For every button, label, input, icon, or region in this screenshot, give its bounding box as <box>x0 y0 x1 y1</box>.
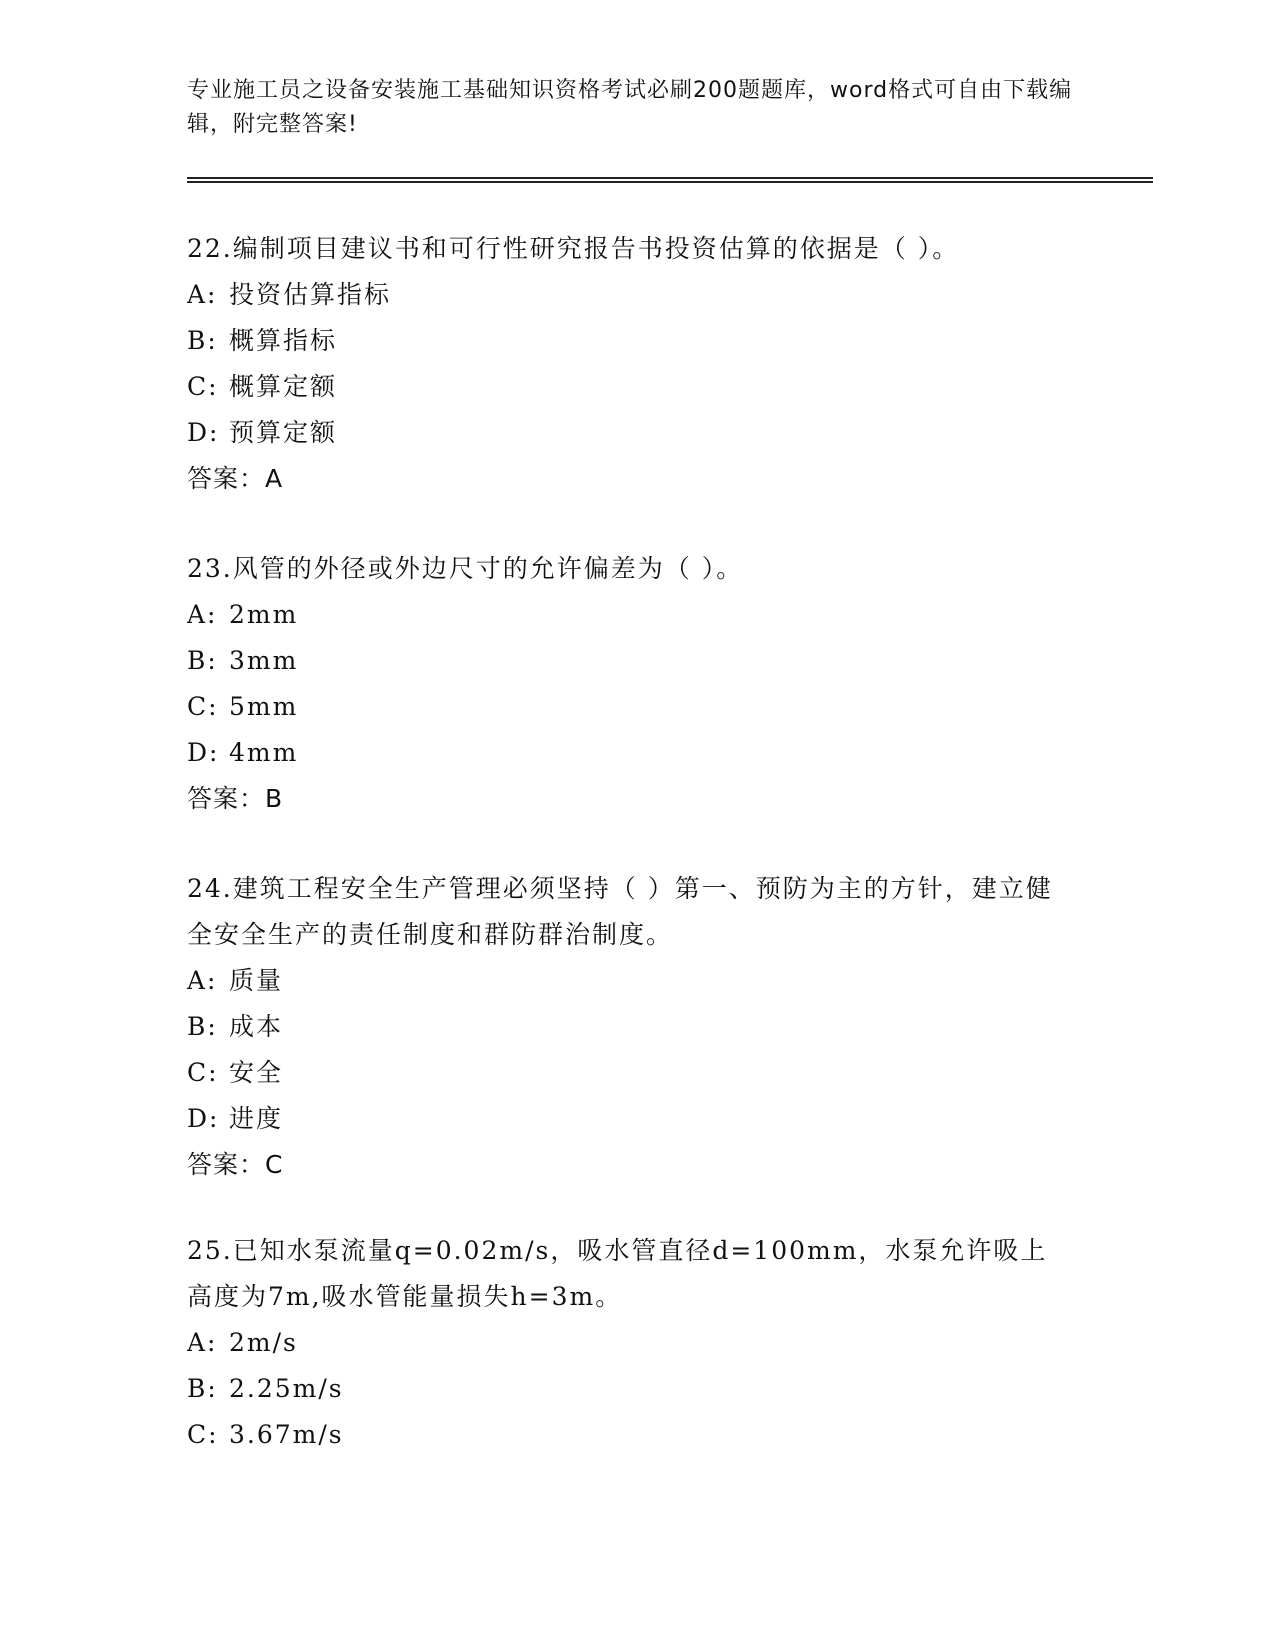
option-d <box>187 410 1067 456</box>
option-text: 2.25m/s <box>229 1374 344 1403</box>
option-key: D: <box>187 738 220 767</box>
option-c <box>187 364 1067 410</box>
option-key: A: <box>187 600 218 629</box>
option-b <box>187 638 1067 684</box>
option-key: C: <box>187 1058 219 1087</box>
option-b <box>187 1366 1067 1412</box>
option-d <box>187 730 1067 776</box>
option-d <box>187 1096 1067 1142</box>
option-text: 概算定额 <box>229 372 338 401</box>
option-key: A: <box>187 280 218 309</box>
option-key: C: <box>187 692 219 721</box>
question-stem: 25.已知水泵流量q=0.02m/s，吸水管直径d=100mm，水泵允许吸上高度为7m,吸水管能量损失h=3m。 <box>187 1236 1048 1311</box>
answer-line: 答案：C <box>187 1150 284 1179</box>
question-stem: 23.风管的外径或外边尺寸的允许偏差为（ ）。 <box>187 554 744 583</box>
option-text: 成本 <box>229 1012 284 1041</box>
header-divider <box>187 177 1153 183</box>
option-c <box>187 1412 1067 1458</box>
question-stem: 22.编制项目建议书和可行性研究报告书投资估算的依据是（ ）。 <box>187 234 960 263</box>
answer-line: 答案：A <box>187 464 284 493</box>
option-key: A: <box>187 1328 218 1357</box>
option-text: 预算定额 <box>229 418 338 447</box>
option-key: C: <box>187 372 219 401</box>
option-text: 3mm <box>229 646 299 675</box>
option-text: 4mm <box>229 738 299 767</box>
question-22 <box>187 226 1067 502</box>
option-a <box>187 272 1067 318</box>
option-text: 2mm <box>229 600 299 629</box>
option-c <box>187 684 1067 730</box>
option-key: C: <box>187 1420 219 1449</box>
option-key: B: <box>187 1012 218 1041</box>
document-header-title: 专业施工员之设备安装施工基础知识资格考试必刷200题题库，word格式可自由下载编辑，附完整答案! <box>187 78 1073 137</box>
answer-line: 答案：B <box>187 784 284 813</box>
option-key: B: <box>187 326 218 355</box>
option-a <box>187 958 1067 1004</box>
question-24 <box>187 866 1067 1188</box>
option-text: 概算指标 <box>229 326 338 355</box>
question-25 <box>187 1228 1067 1458</box>
option-key: A: <box>187 966 218 995</box>
question-stem: 24.建筑工程安全生产管理必须坚持（ ）第一、预防为主的方针，建立健全安全生产的责任制度和群防群治制度。 <box>187 874 1053 949</box>
option-text: 质量 <box>229 966 284 995</box>
option-text: 安全 <box>229 1058 284 1087</box>
option-b <box>187 1004 1067 1050</box>
option-a <box>187 592 1067 638</box>
option-text: 2m/s <box>229 1328 298 1357</box>
option-key: D: <box>187 1104 220 1133</box>
option-text: 投资估算指标 <box>229 280 392 309</box>
option-text: 3.67m/s <box>229 1420 344 1449</box>
option-b <box>187 318 1067 364</box>
option-c <box>187 1050 1067 1096</box>
option-key: B: <box>187 1374 218 1403</box>
option-text: 进度 <box>229 1104 284 1133</box>
option-key: B: <box>187 646 218 675</box>
question-23 <box>187 546 1067 822</box>
option-key: D: <box>187 418 220 447</box>
option-text: 5mm <box>229 692 299 721</box>
option-a <box>187 1320 1067 1366</box>
